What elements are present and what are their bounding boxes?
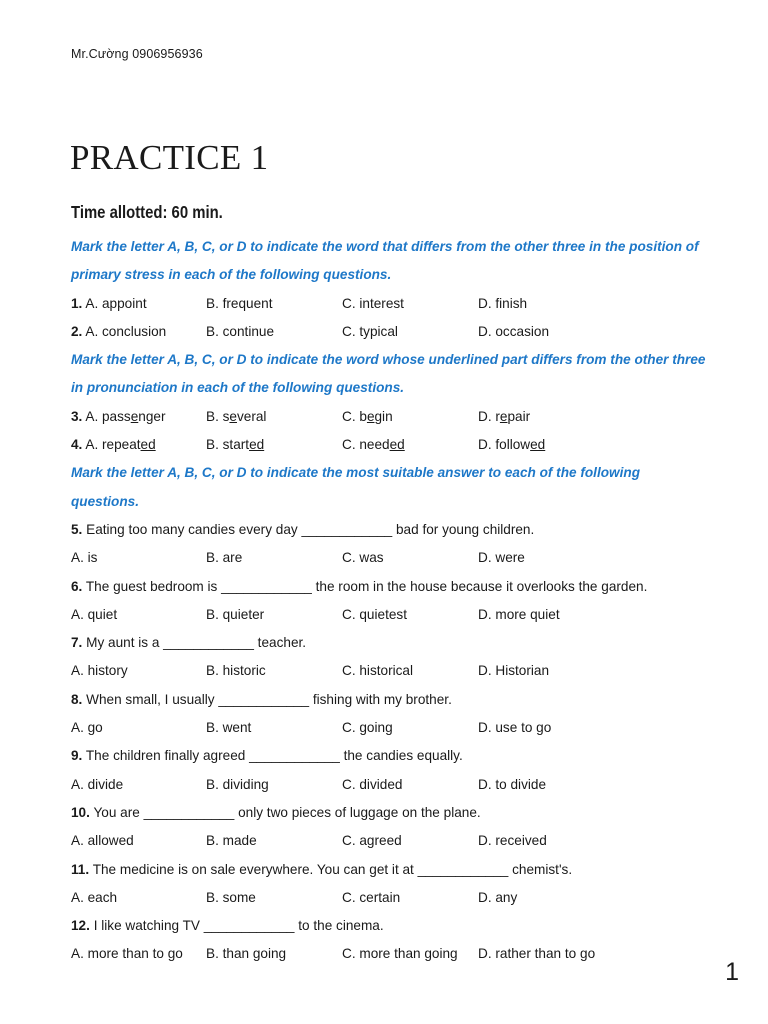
question-text: The children finally agreed ____________ the candies equally. <box>85 748 463 764</box>
question-options-row <box>71 431 711 459</box>
option-b: B. frequent <box>206 295 273 311</box>
option-d: D. occasion <box>478 323 550 339</box>
question-stem <box>71 629 711 657</box>
option-d: D. followed <box>478 437 546 453</box>
question-stem <box>71 573 711 601</box>
underlined-letters: ed <box>249 437 265 453</box>
option-c: C. interest <box>342 295 404 311</box>
option-c: C. quietest <box>342 606 407 622</box>
section-instruction: Mark the letter A, B, C, or D to indicate the most suitable answer to each of the following questions. <box>71 465 640 509</box>
question-options-row <box>71 657 711 685</box>
question-text: I like watching TV ____________ to the cinema. <box>93 918 384 934</box>
question-number: 10. <box>71 804 90 820</box>
option-d: D. finish <box>478 295 528 311</box>
question-text: The medicine is on sale everywhere. You can get it at ____________ chemist's. <box>92 861 573 877</box>
option-d: D. repair <box>478 408 531 424</box>
question-text: The guest bedroom is ____________ the room in the house because it overlooks the garden. <box>85 578 648 594</box>
question-options-row <box>71 544 711 572</box>
question-text: When small, I usually ____________ fishing with my brother. <box>86 691 452 707</box>
page-number: 1 <box>725 958 739 986</box>
question-number: 6. <box>71 578 83 594</box>
option-c: C. going <box>342 720 393 736</box>
question-options-row <box>71 771 711 799</box>
question-number: 4. <box>71 437 83 453</box>
option-c: C. agreed <box>342 833 402 849</box>
underlined-letters: ed <box>389 437 405 453</box>
option-b: B. continue <box>206 323 275 339</box>
option-a: A. is <box>71 550 98 566</box>
option-d: D. any <box>478 889 518 905</box>
question-number: 3. <box>71 408 83 424</box>
option-b: B. started <box>206 437 265 453</box>
section-instruction: Mark the letter A, B, C, or D to indicate the word whose underlined part differs from the other three in pronunciation in each of the following questions. <box>71 352 706 396</box>
option-c: C. divided <box>342 776 403 792</box>
page-title: PRACTICE 1 <box>70 138 269 177</box>
option-d: D. received <box>478 833 547 849</box>
option-a: A. divide <box>71 776 124 792</box>
underlined-letters: e <box>130 408 139 424</box>
question-options-row <box>71 318 711 346</box>
option-c: C. was <box>342 550 384 566</box>
option-c: C. begin <box>342 408 393 424</box>
underlined-letters: e <box>229 408 237 424</box>
exercise-content <box>71 233 711 969</box>
option-c: C. certain <box>342 889 401 905</box>
question-stem <box>71 856 711 884</box>
question-options-row <box>71 884 711 912</box>
question-text: My aunt is a ____________ teacher. <box>86 635 307 651</box>
option-b: B. quieter <box>206 606 265 622</box>
question-number: 7. <box>71 635 83 651</box>
option-a: A. go <box>71 720 103 736</box>
option-d: D. rather than to go <box>478 946 596 962</box>
question-options-row <box>71 290 711 318</box>
option-a: 1. A. appoint <box>71 295 147 311</box>
question-number: 12. <box>71 918 90 934</box>
option-a: A. quiet <box>71 606 118 622</box>
section-instruction: Mark the letter A, B, C, or D to indicate the word that differs from the other three in the position of primary stress in each of the following questions. <box>71 239 699 283</box>
question-stem <box>71 742 711 770</box>
option-d: D. to divide <box>478 776 547 792</box>
question-options-row <box>71 714 711 742</box>
option-b: B. went <box>206 720 252 736</box>
question-stem <box>71 912 711 940</box>
option-a: A. history <box>71 663 128 679</box>
underlined-letters: e <box>366 408 375 424</box>
question-stem <box>71 799 711 827</box>
question-number: 2. <box>71 323 83 339</box>
underlined-letters: ed <box>530 437 546 453</box>
option-b: B. are <box>206 550 243 566</box>
question-text: Eating too many candies every day ____________ bad for young children. <box>86 521 535 537</box>
option-c: C. more than going <box>342 946 458 962</box>
question-text: You are ____________ only two pieces of luggage on the plane. <box>93 804 481 820</box>
option-b: B. dividing <box>206 776 269 792</box>
option-b: B. several <box>206 408 267 424</box>
underlined-letters: ed <box>140 437 156 453</box>
question-options-row <box>71 601 711 629</box>
option-b: B. historic <box>206 663 266 679</box>
option-b: B. made <box>206 833 257 849</box>
option-a: 3. A. passenger <box>71 408 166 424</box>
option-a: A. each <box>71 889 118 905</box>
option-a: 2. A. conclusion <box>71 323 167 339</box>
option-d: D. use to go <box>478 720 552 736</box>
question-options-row <box>71 940 711 968</box>
option-a: A. allowed <box>71 833 134 849</box>
option-c: C. needed <box>342 437 405 453</box>
option-c: C. historical <box>342 663 414 679</box>
author-note: Mr.Cường 0906956936 <box>71 47 203 61</box>
option-c: C. typical <box>342 323 398 339</box>
option-d: D. more quiet <box>478 606 560 622</box>
underlined-letters: e <box>499 408 508 424</box>
option-b: B. some <box>206 889 256 905</box>
question-stem <box>71 686 711 714</box>
option-d: D. were <box>478 550 525 566</box>
question-number: 5. <box>71 521 83 537</box>
question-number: 8. <box>71 691 83 707</box>
option-a: A. more than to go <box>71 946 183 962</box>
question-number: 11. <box>71 861 90 877</box>
question-options-row <box>71 403 711 431</box>
option-d: D. Historian <box>478 663 550 679</box>
question-number: 1. <box>71 295 83 311</box>
time-allotted: Time allotted: 60 min. <box>71 202 223 222</box>
question-number: 9. <box>71 748 83 764</box>
question-options-row <box>71 827 711 855</box>
question-stem <box>71 516 711 544</box>
option-a: 4. A. repeated <box>71 437 156 453</box>
option-b: B. than going <box>206 946 287 962</box>
multiple-choice-questions <box>71 516 711 969</box>
